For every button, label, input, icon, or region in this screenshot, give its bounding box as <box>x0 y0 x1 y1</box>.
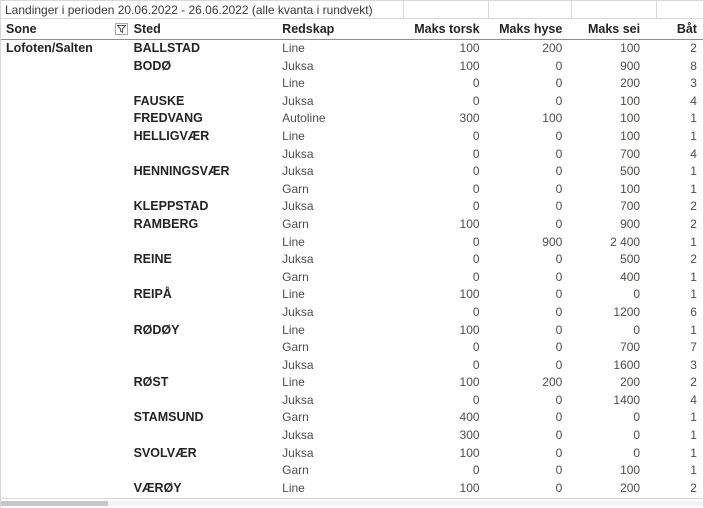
cell-redskap: Juksa <box>282 93 314 108</box>
cell-baat: 1 <box>690 322 697 337</box>
cell-redskap: Juksa <box>282 357 314 372</box>
cell-baat: 3 <box>690 357 697 372</box>
cell-sted: KLEPPSTAD <box>133 199 209 214</box>
table-row[interactable] <box>1 128 703 146</box>
cell-torsk: 0 <box>472 304 480 319</box>
cell-torsk: 100 <box>459 375 480 390</box>
cell-baat: 4 <box>690 392 697 407</box>
table-row[interactable] <box>1 286 703 304</box>
cell-torsk: 100 <box>459 216 480 231</box>
cell-torsk: 0 <box>472 93 480 108</box>
cell-sted: RAMBERG <box>133 216 199 231</box>
cell-hyse: 0 <box>555 392 563 407</box>
cell-hyse: 0 <box>555 76 563 91</box>
table-row[interactable] <box>1 234 703 252</box>
cell-hyse: 0 <box>555 340 563 355</box>
cell-torsk: 0 <box>472 463 480 478</box>
cell-hyse: 0 <box>555 322 563 337</box>
title-spacer-cell <box>571 1 656 18</box>
cell-baat: 3 <box>690 76 697 91</box>
cell-baat: 1 <box>690 164 697 179</box>
column-header-maks-hyse[interactable]: Maks hyse <box>499 22 563 36</box>
cell-redskap: Line <box>282 480 305 495</box>
cell-redskap: Line <box>282 76 305 91</box>
cell-hyse: 0 <box>555 463 563 478</box>
table-row[interactable] <box>1 427 703 445</box>
cell-hyse: 100 <box>542 111 563 126</box>
cell-sted: REIPÅ <box>133 287 172 302</box>
cell-sei: 200 <box>620 375 641 390</box>
cell-hyse: 0 <box>555 480 563 495</box>
cell-hyse: 0 <box>555 428 563 443</box>
cell-baat: 2 <box>690 41 697 55</box>
cell-baat: 2 <box>690 199 697 214</box>
table-row[interactable] <box>1 357 703 375</box>
cell-torsk: 0 <box>472 181 480 196</box>
cell-hyse: 900 <box>542 234 563 249</box>
cell-torsk: 100 <box>459 41 480 55</box>
cell-sei: 500 <box>620 252 641 267</box>
cell-sei: 1400 <box>613 392 641 407</box>
cell-sei: 400 <box>620 269 641 284</box>
table-row[interactable] <box>1 462 703 480</box>
table-row[interactable] <box>1 75 703 93</box>
cell-torsk: 100 <box>459 445 480 460</box>
cell-sei: 100 <box>620 128 641 143</box>
cell-sted: BODØ <box>133 58 172 73</box>
cell-torsk: 0 <box>472 199 480 214</box>
cell-sei: 0 <box>633 445 641 460</box>
cell-hyse: 0 <box>555 252 563 267</box>
cell-redskap: Garn <box>282 181 309 196</box>
cell-sted: STAMSUND <box>133 410 204 425</box>
cell-sted: HELLIGVÆR <box>133 128 210 143</box>
cell-sei: 200 <box>620 480 641 495</box>
cell-torsk: 400 <box>459 410 480 425</box>
cell-baat: 2 <box>690 480 697 495</box>
table-row[interactable] <box>1 40 703 58</box>
title-spacer-cell <box>488 1 572 18</box>
table-row[interactable] <box>1 198 703 216</box>
cell-baat: 1 <box>690 234 697 249</box>
table-row[interactable] <box>1 251 703 269</box>
cell-sei: 2 400 <box>610 234 641 249</box>
cell-sted: RØDØY <box>133 322 180 337</box>
cell-baat: 4 <box>690 146 697 161</box>
cell-hyse: 0 <box>555 410 563 425</box>
cell-torsk: 0 <box>472 128 480 143</box>
table-row[interactable] <box>1 409 703 427</box>
cell-sei: 200 <box>620 76 641 91</box>
cell-hyse: 0 <box>555 164 563 179</box>
filter-icon[interactable] <box>115 23 128 35</box>
cell-redskap: Juksa <box>282 164 314 179</box>
scrollbar-thumb[interactable] <box>1 501 108 506</box>
cell-redskap: Juksa <box>282 252 314 267</box>
table-row[interactable] <box>1 445 703 463</box>
cell-sei: 500 <box>620 164 641 179</box>
cell-hyse: 0 <box>555 128 563 143</box>
cell-torsk: 0 <box>472 76 480 91</box>
cell-baat: 2 <box>690 216 697 231</box>
cell-torsk: 100 <box>459 322 480 337</box>
cell-baat: 1 <box>690 269 697 284</box>
cell-torsk: 100 <box>459 480 480 495</box>
cell-sone: Lofoten/Salten <box>6 41 93 55</box>
cell-redskap: Juksa <box>282 58 314 73</box>
cell-hyse: 0 <box>555 269 563 284</box>
cell-hyse: 0 <box>555 58 563 73</box>
horizontal-scrollbar[interactable] <box>1 499 703 508</box>
table-body <box>1 40 703 498</box>
table-row[interactable] <box>1 163 703 181</box>
table-row[interactable] <box>1 181 703 199</box>
cell-baat: 1 <box>690 428 697 443</box>
cell-redskap: Juksa <box>282 392 314 407</box>
cell-redskap: Line <box>282 287 305 302</box>
cell-redskap: Line <box>282 128 305 143</box>
cell-sted: BALLSTAD <box>133 41 201 55</box>
title-spacer-cell <box>656 1 703 18</box>
cell-hyse: 0 <box>555 181 563 196</box>
cell-sted: VÆRØY <box>133 480 182 495</box>
cell-torsk: 0 <box>472 340 480 355</box>
cell-baat: 7 <box>690 340 697 355</box>
cell-torsk: 0 <box>472 269 480 284</box>
cell-sei: 100 <box>620 463 641 478</box>
cell-sei: 700 <box>620 199 641 214</box>
cell-sted: RØST <box>133 375 169 390</box>
cell-hyse: 0 <box>555 304 563 319</box>
cell-hyse: 0 <box>555 287 563 302</box>
table-row[interactable] <box>1 58 703 76</box>
table-row[interactable] <box>1 374 703 392</box>
table-row[interactable] <box>1 269 703 287</box>
cell-redskap: Line <box>282 41 305 55</box>
filter-funnel-glyph <box>117 25 126 33</box>
cell-sted: SVOLVÆR <box>133 445 197 460</box>
cell-redskap: Garn <box>282 216 309 231</box>
cell-torsk: 300 <box>459 111 480 126</box>
cell-redskap: Juksa <box>282 146 314 161</box>
cell-torsk: 0 <box>472 164 480 179</box>
cell-sei: 1200 <box>613 304 641 319</box>
cell-hyse: 0 <box>555 199 563 214</box>
cell-redskap: Line <box>282 322 305 337</box>
visual-title-row <box>1 1 703 19</box>
column-header-sone[interactable] <box>1 22 129 36</box>
cell-sei: 100 <box>620 93 641 108</box>
column-header-maks-torsk[interactable]: Maks torsk <box>414 22 480 36</box>
cell-redskap: Juksa <box>282 445 314 460</box>
cell-redskap: Garn <box>282 463 309 478</box>
cell-sei: 100 <box>620 41 641 55</box>
cell-sei: 0 <box>633 322 641 337</box>
cell-redskap: Juksa <box>282 304 314 319</box>
cell-hyse: 0 <box>555 93 563 108</box>
table-row[interactable] <box>1 304 703 322</box>
cell-sei: 700 <box>620 146 641 161</box>
cell-sted: FAUSKE <box>133 93 185 108</box>
cell-torsk: 100 <box>459 287 480 302</box>
cell-torsk: 0 <box>472 357 480 372</box>
title-spacer-cell <box>403 1 488 18</box>
cell-baat: 2 <box>690 252 697 267</box>
table-row[interactable] <box>1 322 703 340</box>
cell-torsk: 0 <box>472 234 480 249</box>
cell-torsk: 100 <box>459 58 480 73</box>
cell-sei: 100 <box>620 111 641 126</box>
cell-sei: 0 <box>633 410 641 425</box>
cell-sei: 0 <box>633 428 641 443</box>
cell-redskap: Garn <box>282 410 309 425</box>
column-header-sted[interactable]: Sted <box>133 22 161 36</box>
table-row[interactable] <box>1 110 703 128</box>
cell-sted: FREDVANG <box>133 111 203 126</box>
cell-sei: 1600 <box>613 357 641 372</box>
cell-baat: 8 <box>690 58 697 73</box>
cell-baat: 1 <box>690 287 697 302</box>
cell-torsk: 0 <box>472 392 480 407</box>
cell-redskap: Juksa <box>282 199 314 214</box>
table-row[interactable] <box>1 480 703 498</box>
cell-hyse: 200 <box>542 41 563 55</box>
column-header-redskap[interactable]: Redskap <box>282 22 335 36</box>
cell-hyse: 0 <box>555 216 563 231</box>
cell-redskap: Line <box>282 375 305 390</box>
cell-sei: 0 <box>633 287 641 302</box>
cell-baat: 4 <box>690 93 697 108</box>
cell-baat: 6 <box>690 304 697 319</box>
cell-hyse: 0 <box>555 445 563 460</box>
cell-torsk: 0 <box>472 252 480 267</box>
cell-sei: 700 <box>620 340 641 355</box>
cell-redskap: Juksa <box>282 428 314 443</box>
cell-redskap: Garn <box>282 269 309 284</box>
column-header-sone-label: Sone <box>6 22 37 36</box>
cell-hyse: 0 <box>555 146 563 161</box>
cell-sei: 100 <box>620 181 641 196</box>
cell-sei: 900 <box>620 58 641 73</box>
cell-baat: 1 <box>690 128 697 143</box>
cell-redskap: Autoline <box>282 111 326 126</box>
cell-sted: HENNINGSVÆR <box>133 164 230 179</box>
cell-hyse: 0 <box>555 357 563 372</box>
visual-title: Landinger i perioden 20.06.2022 - 26.06.2022 (alle kvanta i rundvekt) <box>5 3 373 17</box>
cell-baat: 1 <box>690 410 697 425</box>
cell-sted: REINE <box>133 252 172 267</box>
table-header-row <box>1 19 703 40</box>
cell-baat: 2 <box>690 375 697 390</box>
cell-baat: 1 <box>690 445 697 460</box>
cell-torsk: 300 <box>459 428 480 443</box>
table-row[interactable] <box>1 392 703 410</box>
column-header-baat[interactable]: Båt <box>676 22 697 36</box>
cell-baat: 1 <box>690 111 697 126</box>
table-row[interactable] <box>1 93 703 111</box>
cell-sei: 900 <box>620 216 641 231</box>
cell-redskap: Line <box>282 234 305 249</box>
column-header-maks-sei[interactable]: Maks sei <box>587 22 641 36</box>
cell-baat: 1 <box>690 181 697 196</box>
cell-hyse: 200 <box>542 375 563 390</box>
cell-torsk: 0 <box>472 146 480 161</box>
table-row[interactable] <box>1 339 703 357</box>
cell-baat: 1 <box>690 463 697 478</box>
table-row[interactable] <box>1 146 703 164</box>
table-row[interactable] <box>1 216 703 234</box>
cell-redskap: Garn <box>282 340 309 355</box>
